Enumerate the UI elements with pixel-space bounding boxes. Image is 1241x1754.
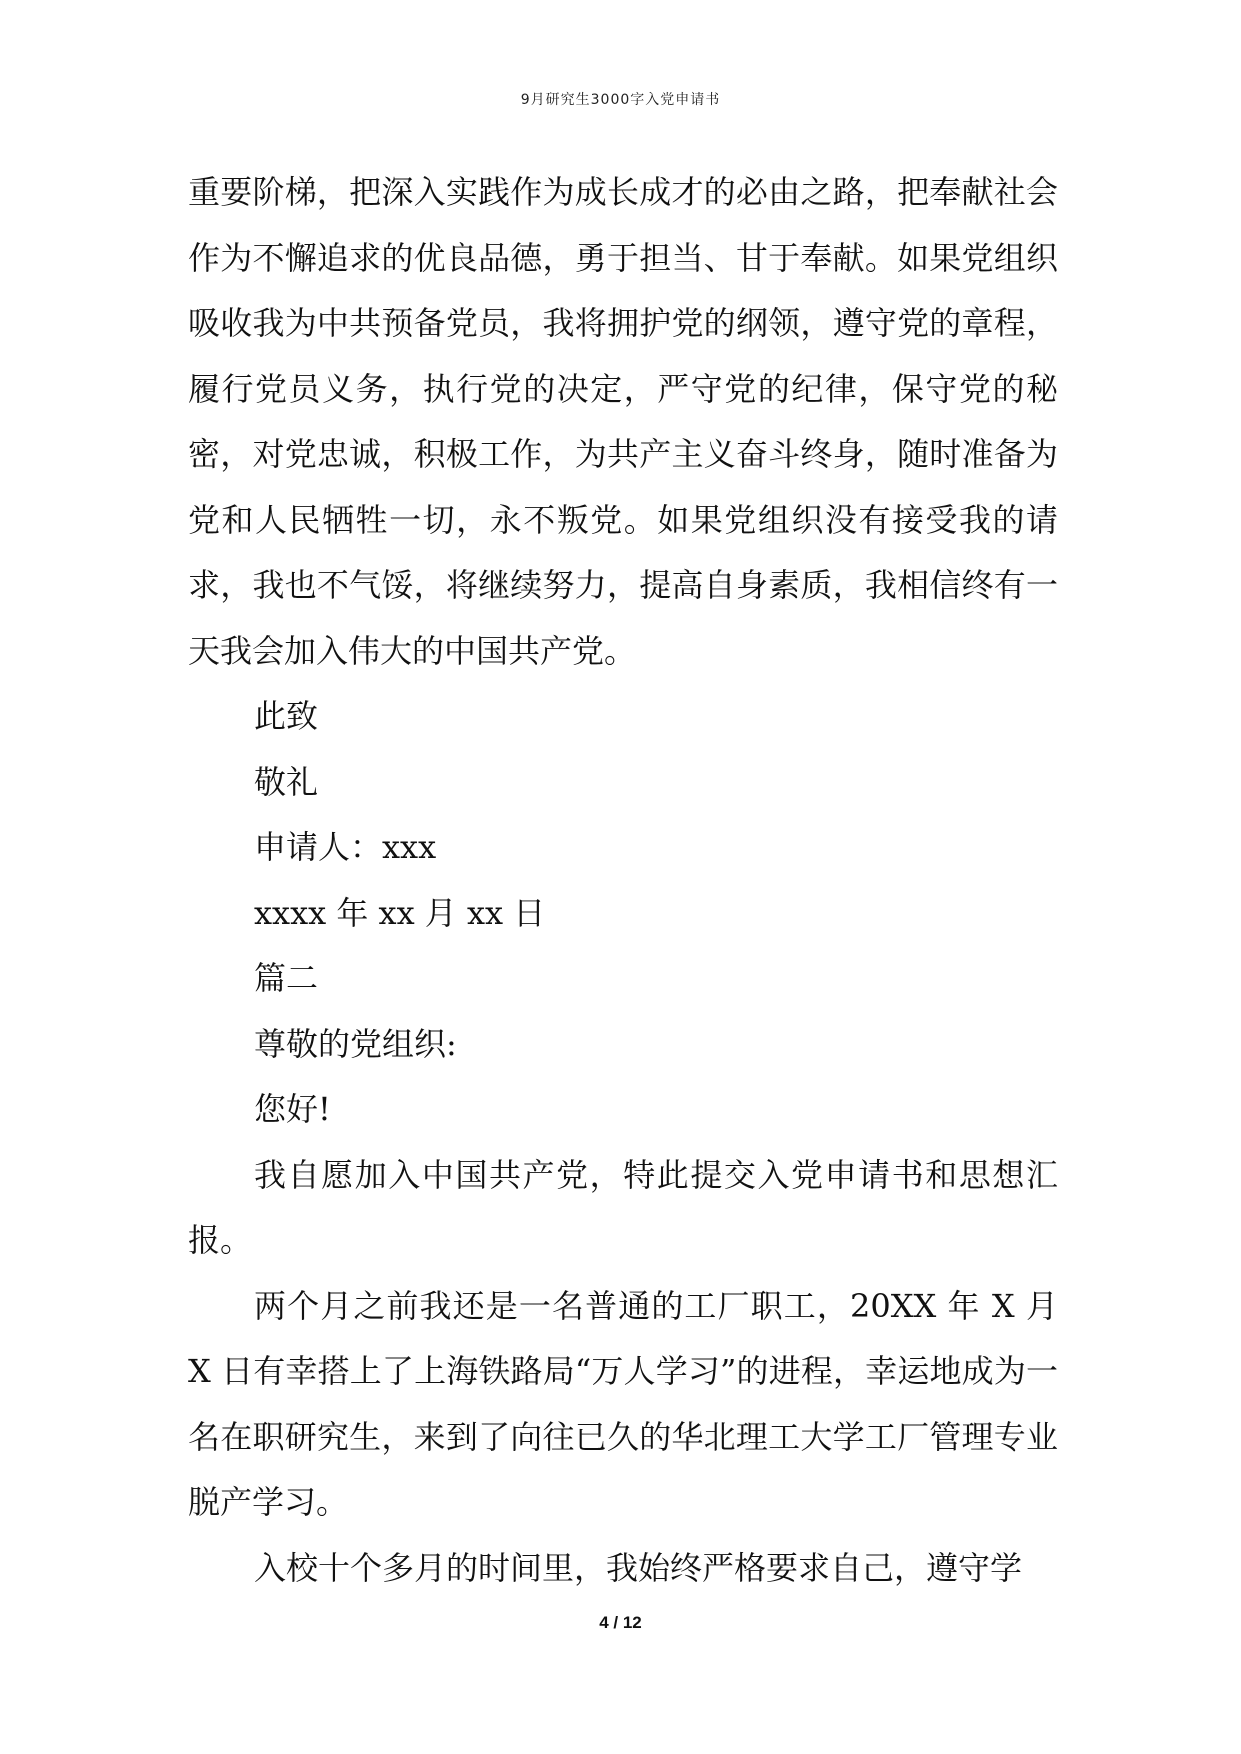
paragraph-intro: 我自愿加入中国共产党，特此提交入党申请书和思想汇报。	[188, 1155, 1058, 1259]
applicant-line: 申请人：xxx	[254, 828, 437, 866]
section-heading: 篇二	[254, 959, 319, 997]
date-line: xxxx 年 xx 月 xx 日	[254, 893, 546, 932]
paragraph-background: 两个月之前我还是一名普通的工厂职工，20XX 年 X 月 X 日有幸搭上了上海铁路局“万人学习”的进程，幸运地成为一名在职研究生，来到了向往已久的华北理工大学工厂管理专业脱产学习。	[188, 1286, 1058, 1521]
salutation-line: 尊敬的党组织:	[254, 1024, 457, 1063]
page-number: 4 / 12	[599, 1613, 642, 1632]
paragraph-continued: 重要阶梯，把深入实践作为成长成才的必由之路，把奉献社会作为不懈追求的优良品德，勇于担当、甘于奉献。如果党组织吸收我为中共预备党员，我将拥护党的纲领，遵守党的章程，履行党员义务，执行党的决定，严守党的纪律，保守党的秘密，对党忠诚，积极工作，为共产主义奋斗终身，随时准备为党和人民牺牲一切，永不叛党。如果党组织没有接受我的请求，我也不气馁，将继续努力，提高自身素质，我相信终有一天我会加入伟大的中国共产党。	[188, 173, 1058, 670]
greeting-line: 您好!	[254, 1090, 331, 1128]
closing-line-1: 此致	[254, 697, 319, 735]
page-header: 9月研究生3000字入党申请书	[520, 92, 721, 108]
closing-line-2: 敬礼	[254, 762, 319, 801]
document-body	[188, 160, 1058, 1601]
paragraph-study: 入校十个多月的时间里，我始终严格要求自己，遵守学	[254, 1548, 1023, 1587]
